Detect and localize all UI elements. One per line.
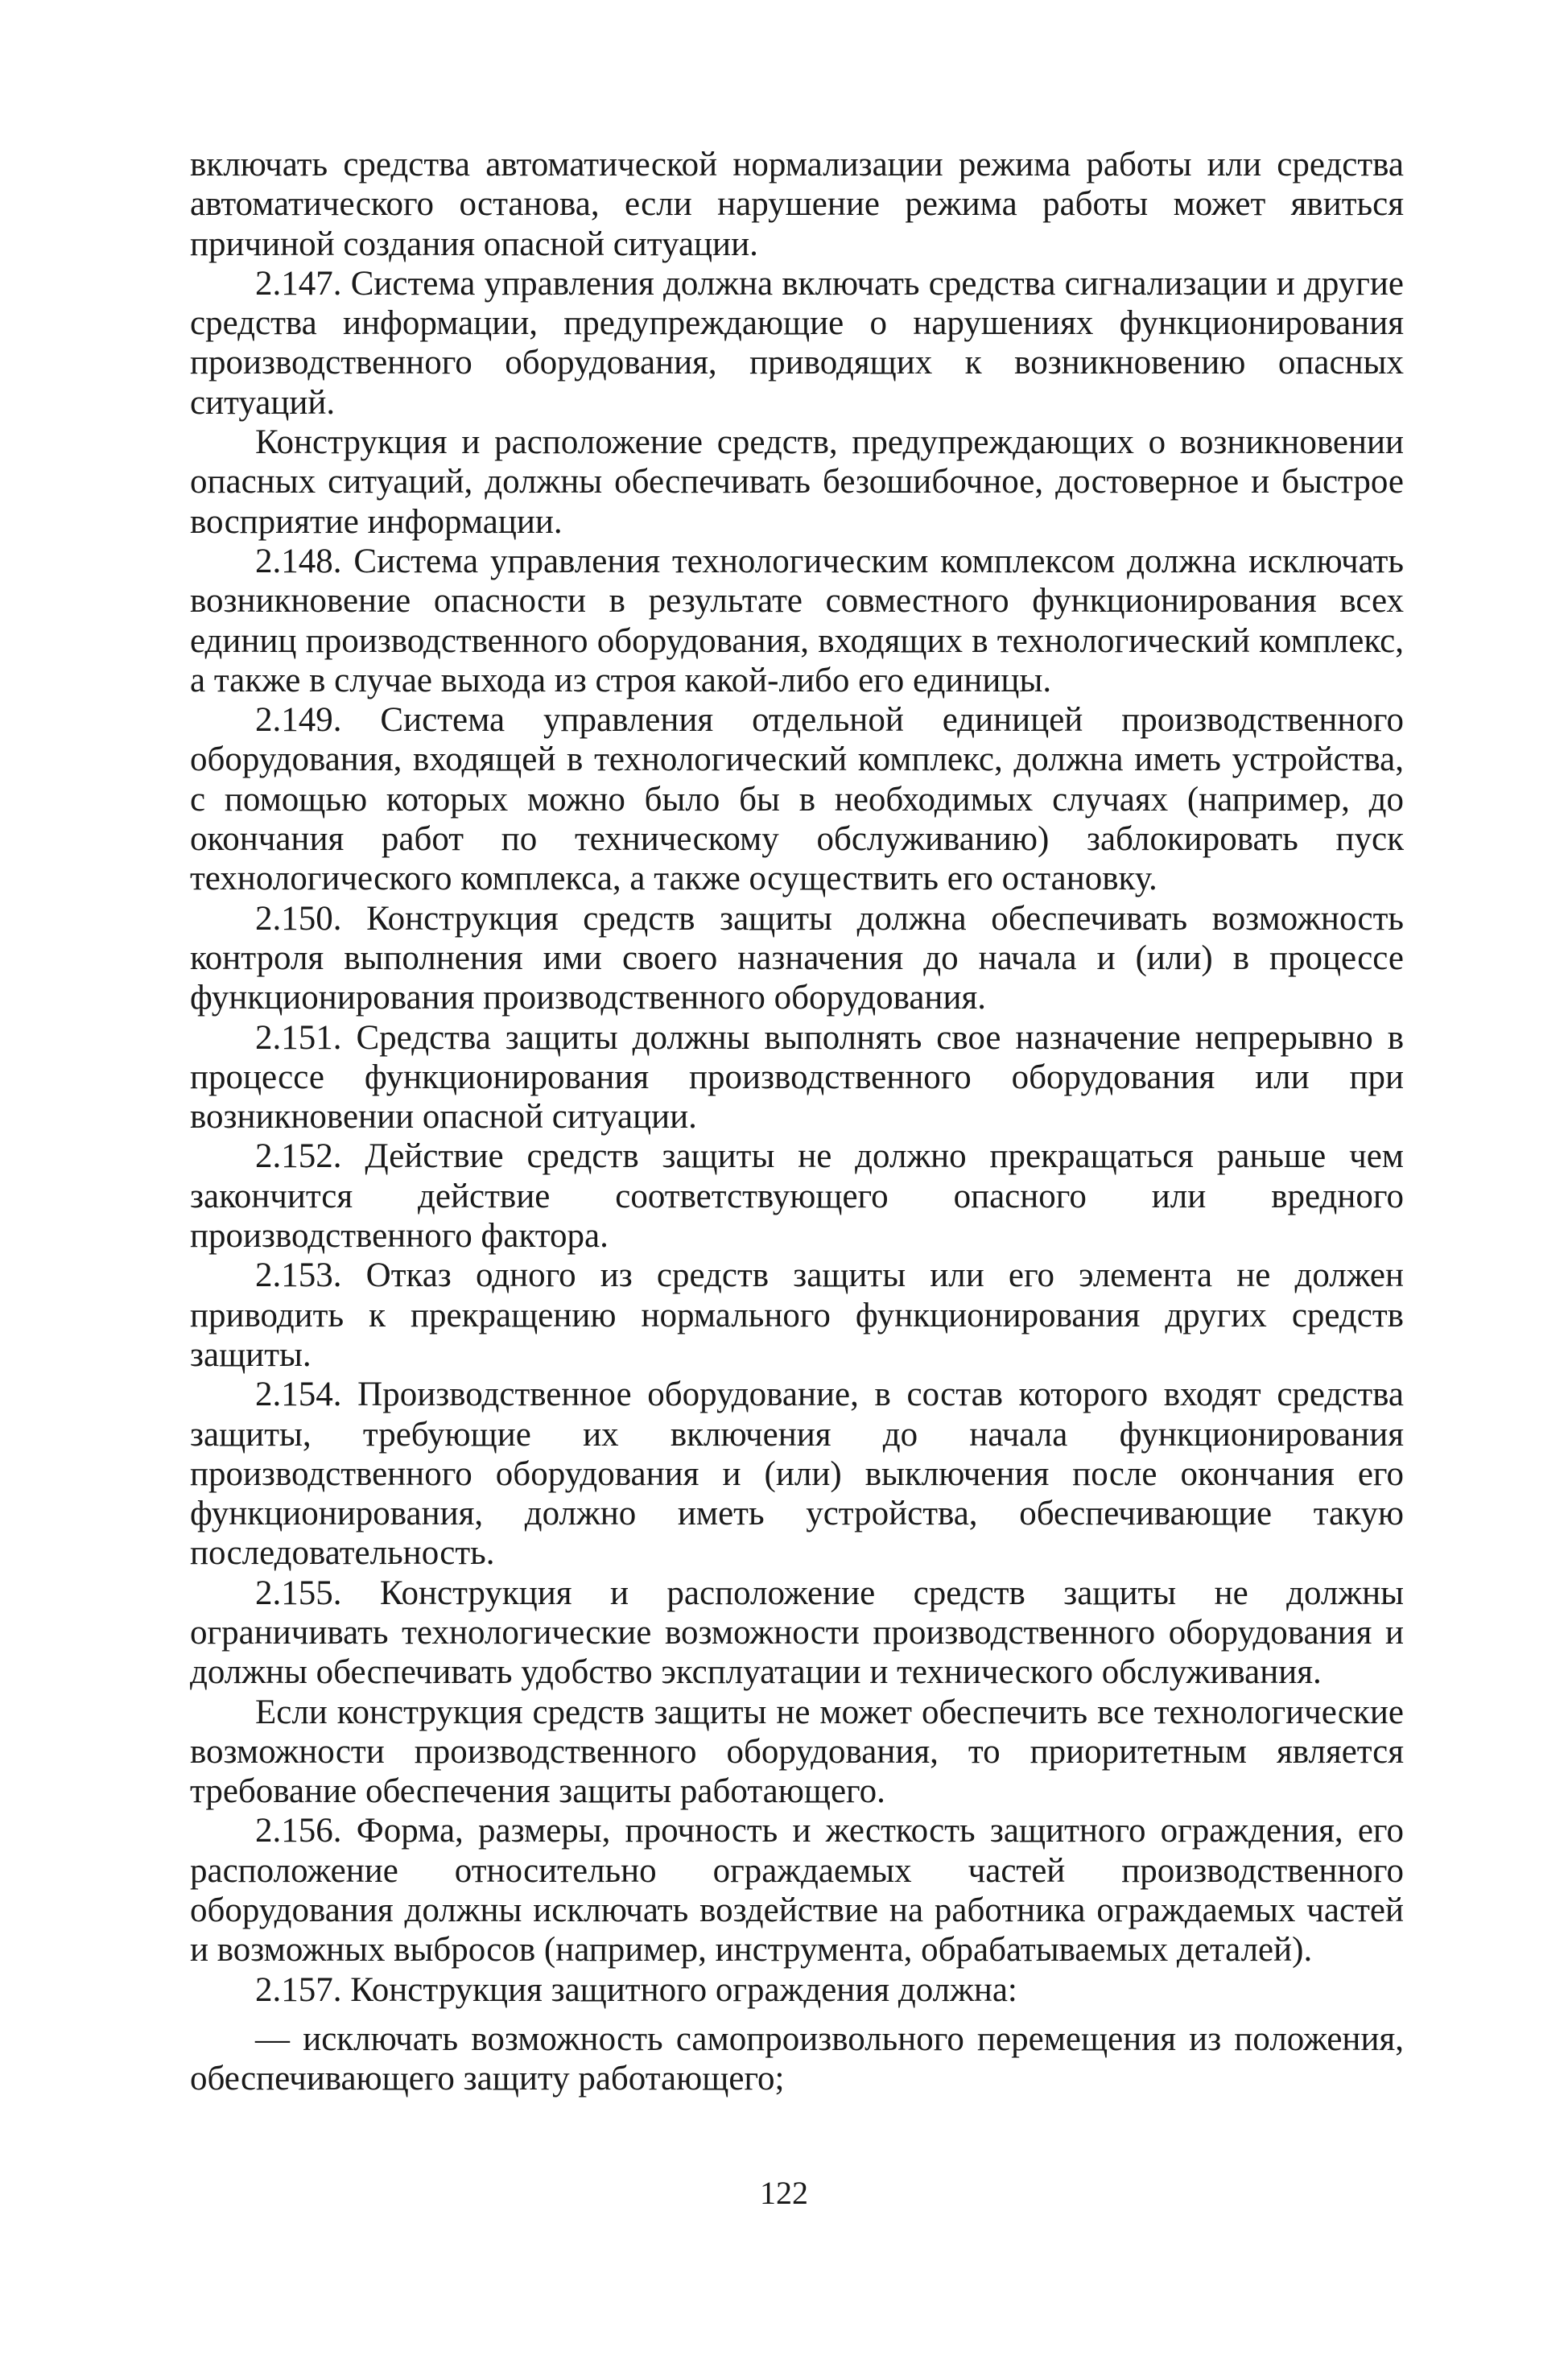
paragraph-2-155-continued: Если конструкция средств защиты не может обеспечить все технологические возможности производственного оборудования, то приоритетным является требование обеспечения защиты работающего. xyxy=(190,1693,1404,1811)
paragraph-continuation: включать средства автоматической нормализации режима работы или средства автоматического останова, если нарушение режима работы может явиться причиной создания опасной ситуации. xyxy=(190,146,1404,263)
document-page xyxy=(190,145,1404,2286)
paragraph-2-150: 2.150. Конструкция средств защиты должна обеспечивать возможность контроля выполнения ими своего назначения до начала и (или) в процессе функционирования производственного оборудования. xyxy=(190,899,1404,1017)
paragraph-2-148: 2.148. Система управления технологическим комплексом должна исключать возникновение опасности в результате совместного функционирования всех единиц производственного оборудования, входящих в технологический комплекс, а также в случае выхода из строя какой-либо его единицы. xyxy=(190,542,1404,699)
paragraph-2-155: 2.155. Конструкция и расположение средств защиты не должны ограничивать технологические возможности производственного оборудования и должны обеспечивать удобство эксплуатации и технического обслуживания. xyxy=(190,1574,1404,1692)
paragraph-2-151: 2.151. Средства защиты должны выполнять свое назначение непрерывно в процессе функционирования производственного оборудования или при возникновении опасной ситуации. xyxy=(190,1018,1404,1136)
paragraph-2-153: 2.153. Отказ одного из средств защиты или его элемента не должен приводить к прекращению нормального функционирования других средств защиты. xyxy=(190,1256,1404,1374)
paragraph-2-149: 2.149. Система управления отдельной единицей производственного оборудования, входящей в технологический комплекс, должна иметь устройства, с помощью которых можно было бы в необходимых случаях (например, до окончания работ по техническому обслуживанию) заблокировать пуск технологического комплекса, а также осуществить его остановку. xyxy=(190,701,1404,898)
paragraph-2-156: 2.156. Форма, размеры, прочность и жесткость защитного ограждения, его расположение относительно ограждаемых частей производственного оборудования должны исключать воздействие на работника ограждаемых частей и возможных выбросов (например, инструмента, обрабатываемых деталей). xyxy=(190,1812,1404,1970)
paragraph-2-157: 2.157. Конструкция защитного ограждения должна: xyxy=(255,1970,1017,2009)
paragraph-2-147: 2.147. Система управления должна включать средства сигнализации и другие средства информации, предупреждающие о нарушениях функционирования производственного оборудования, приводящих к возникновению опасных ситуаций. xyxy=(190,264,1404,422)
paragraph-2-147-continued: Конструкция и расположение средств, предупреждающих о возникновении опасных ситуаций, должны обеспечивать безошибочное, достоверное и быстрое восприятие информации. xyxy=(190,423,1404,541)
paragraph-2-154: 2.154. Производственное оборудование, в состав которого входят средства защиты, требующие их включения до начала функционирования производственного оборудования и (или) выключения после окончания его функционирования, должно иметь устройства, обеспечивающие такую последовательность. xyxy=(190,1376,1404,1573)
paragraph-2-152: 2.152. Действие средств защиты не должно прекращаться раньше чем закончится действие соответствующего опасного или вредного производственного фактора. xyxy=(190,1137,1404,1256)
list-item-dash: — исключать возможность самопроизвольного перемещения из положения, обеспечивающего защиту работающего; xyxy=(190,2019,1404,2098)
page-number: 122 xyxy=(760,2175,808,2211)
